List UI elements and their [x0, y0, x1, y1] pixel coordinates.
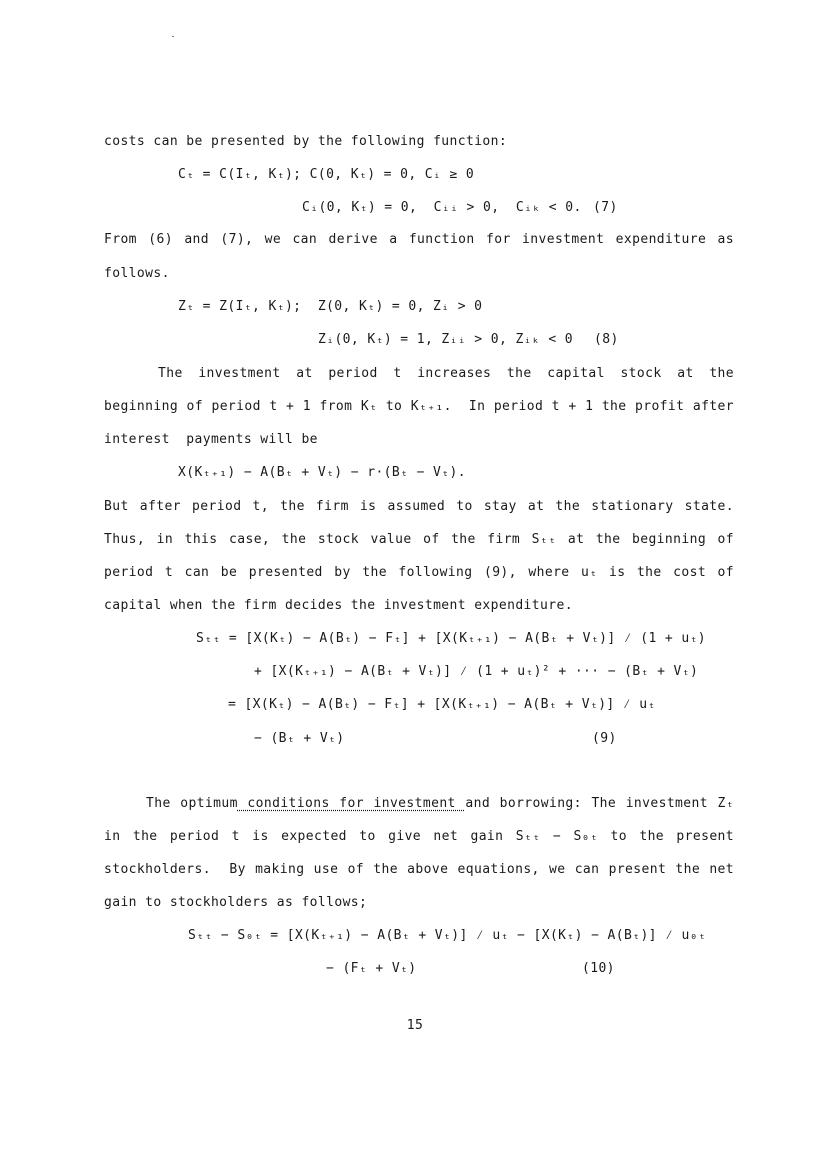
equation-line: Sₜₜ = [X(Kₜ) − A(Bₜ) − Fₜ] + [X(Kₜ₊₁) − A(Bₜ + Vₜ)] ⁄ (1 + uₜ) [196, 631, 707, 646]
text-line: in the period t is expected to give net gain Sₜₜ − S₀ₜ to the present [104, 829, 734, 844]
equation-line: Zᵢ(0, Kₜ) = 1, Zᵢᵢ > 0, Zᵢₖ < 0 [318, 332, 574, 347]
equation-line: Cᵢ(0, Kₜ) = 0, Cᵢᵢ > 0, Cᵢₖ < 0. [302, 200, 582, 215]
text-line: capital when the firm decides the investment expenditure. [104, 598, 573, 613]
text-line: The investment at period t increases the capital stock at the [158, 366, 734, 381]
text-line: costs can be presented by the following function: [104, 134, 508, 149]
equation-number: (10) [582, 961, 615, 976]
equation-line: Zₜ = Z(Iₜ, Kₜ); Z(0, Kₜ) = 0, Zᵢ > 0 [178, 299, 483, 314]
equation-number: (8) [594, 332, 619, 347]
text-line: interest payments will be [104, 432, 318, 447]
heading-text: and borrowing: The investment Zₜ [465, 796, 734, 811]
equation-line: Sₜₜ − S₀ₜ = [X(Kₜ₊₁) − A(Bₜ + Vₜ)] ⁄ uₜ − [X(Kₜ) − A(Bₜ)] ⁄ u₀ₜ [188, 928, 707, 943]
scan-speck [172, 36, 174, 37]
equation-line: + [X(Kₜ₊₁) − A(Bₜ + Vₜ)] ⁄ (1 + uₜ)² + ··· − (Bₜ + Vₜ) [254, 664, 699, 679]
heading-underlined-text: conditions for investment [237, 796, 466, 811]
text-line: But after period t, the firm is assumed to stay at the stationary state. [104, 499, 734, 514]
text-line: follows. [104, 266, 170, 281]
text-line: stockholders. By making use of the above equations, we can present the net [104, 862, 734, 877]
page-number: 15 [406, 1018, 424, 1033]
text-line: beginning of period t + 1 from Kₜ to Kₜ₊₁. In period t + 1 the profit after [104, 399, 734, 414]
equation-line: − (Bₜ + Vₜ) [254, 731, 345, 746]
text-line: gain to stockholders as follows; [104, 895, 368, 910]
text-line: period t can be presented by the following (9), where uₜ is the cost of [104, 565, 734, 580]
equation-line: X(Kₜ₊₁) − A(Bₜ + Vₜ) − r·(Bₜ − Vₜ). [178, 465, 466, 480]
text-line: Thus, in this case, the stock value of the firm Sₜₜ at the beginning of [104, 532, 734, 547]
equation-number: (9) [592, 731, 617, 746]
equation-line: = [X(Kₜ) − A(Bₜ) − Fₜ] + [X(Kₜ₊₁) − A(Bₜ + Vₜ)] ⁄ uₜ [228, 697, 656, 712]
section-heading-line [146, 796, 734, 812]
equation-line: Cₜ = C(Iₜ, Kₜ); C(0, Kₜ) = 0, Cᵢ ≥ 0 [178, 167, 475, 182]
heading-text: The optimum [146, 796, 238, 811]
text-line: From (6) and (7), we can derive a function for investment expenditure as [104, 232, 734, 247]
equation-line: − (Fₜ + Vₜ) [326, 961, 417, 976]
equation-number: (7) [593, 200, 618, 215]
